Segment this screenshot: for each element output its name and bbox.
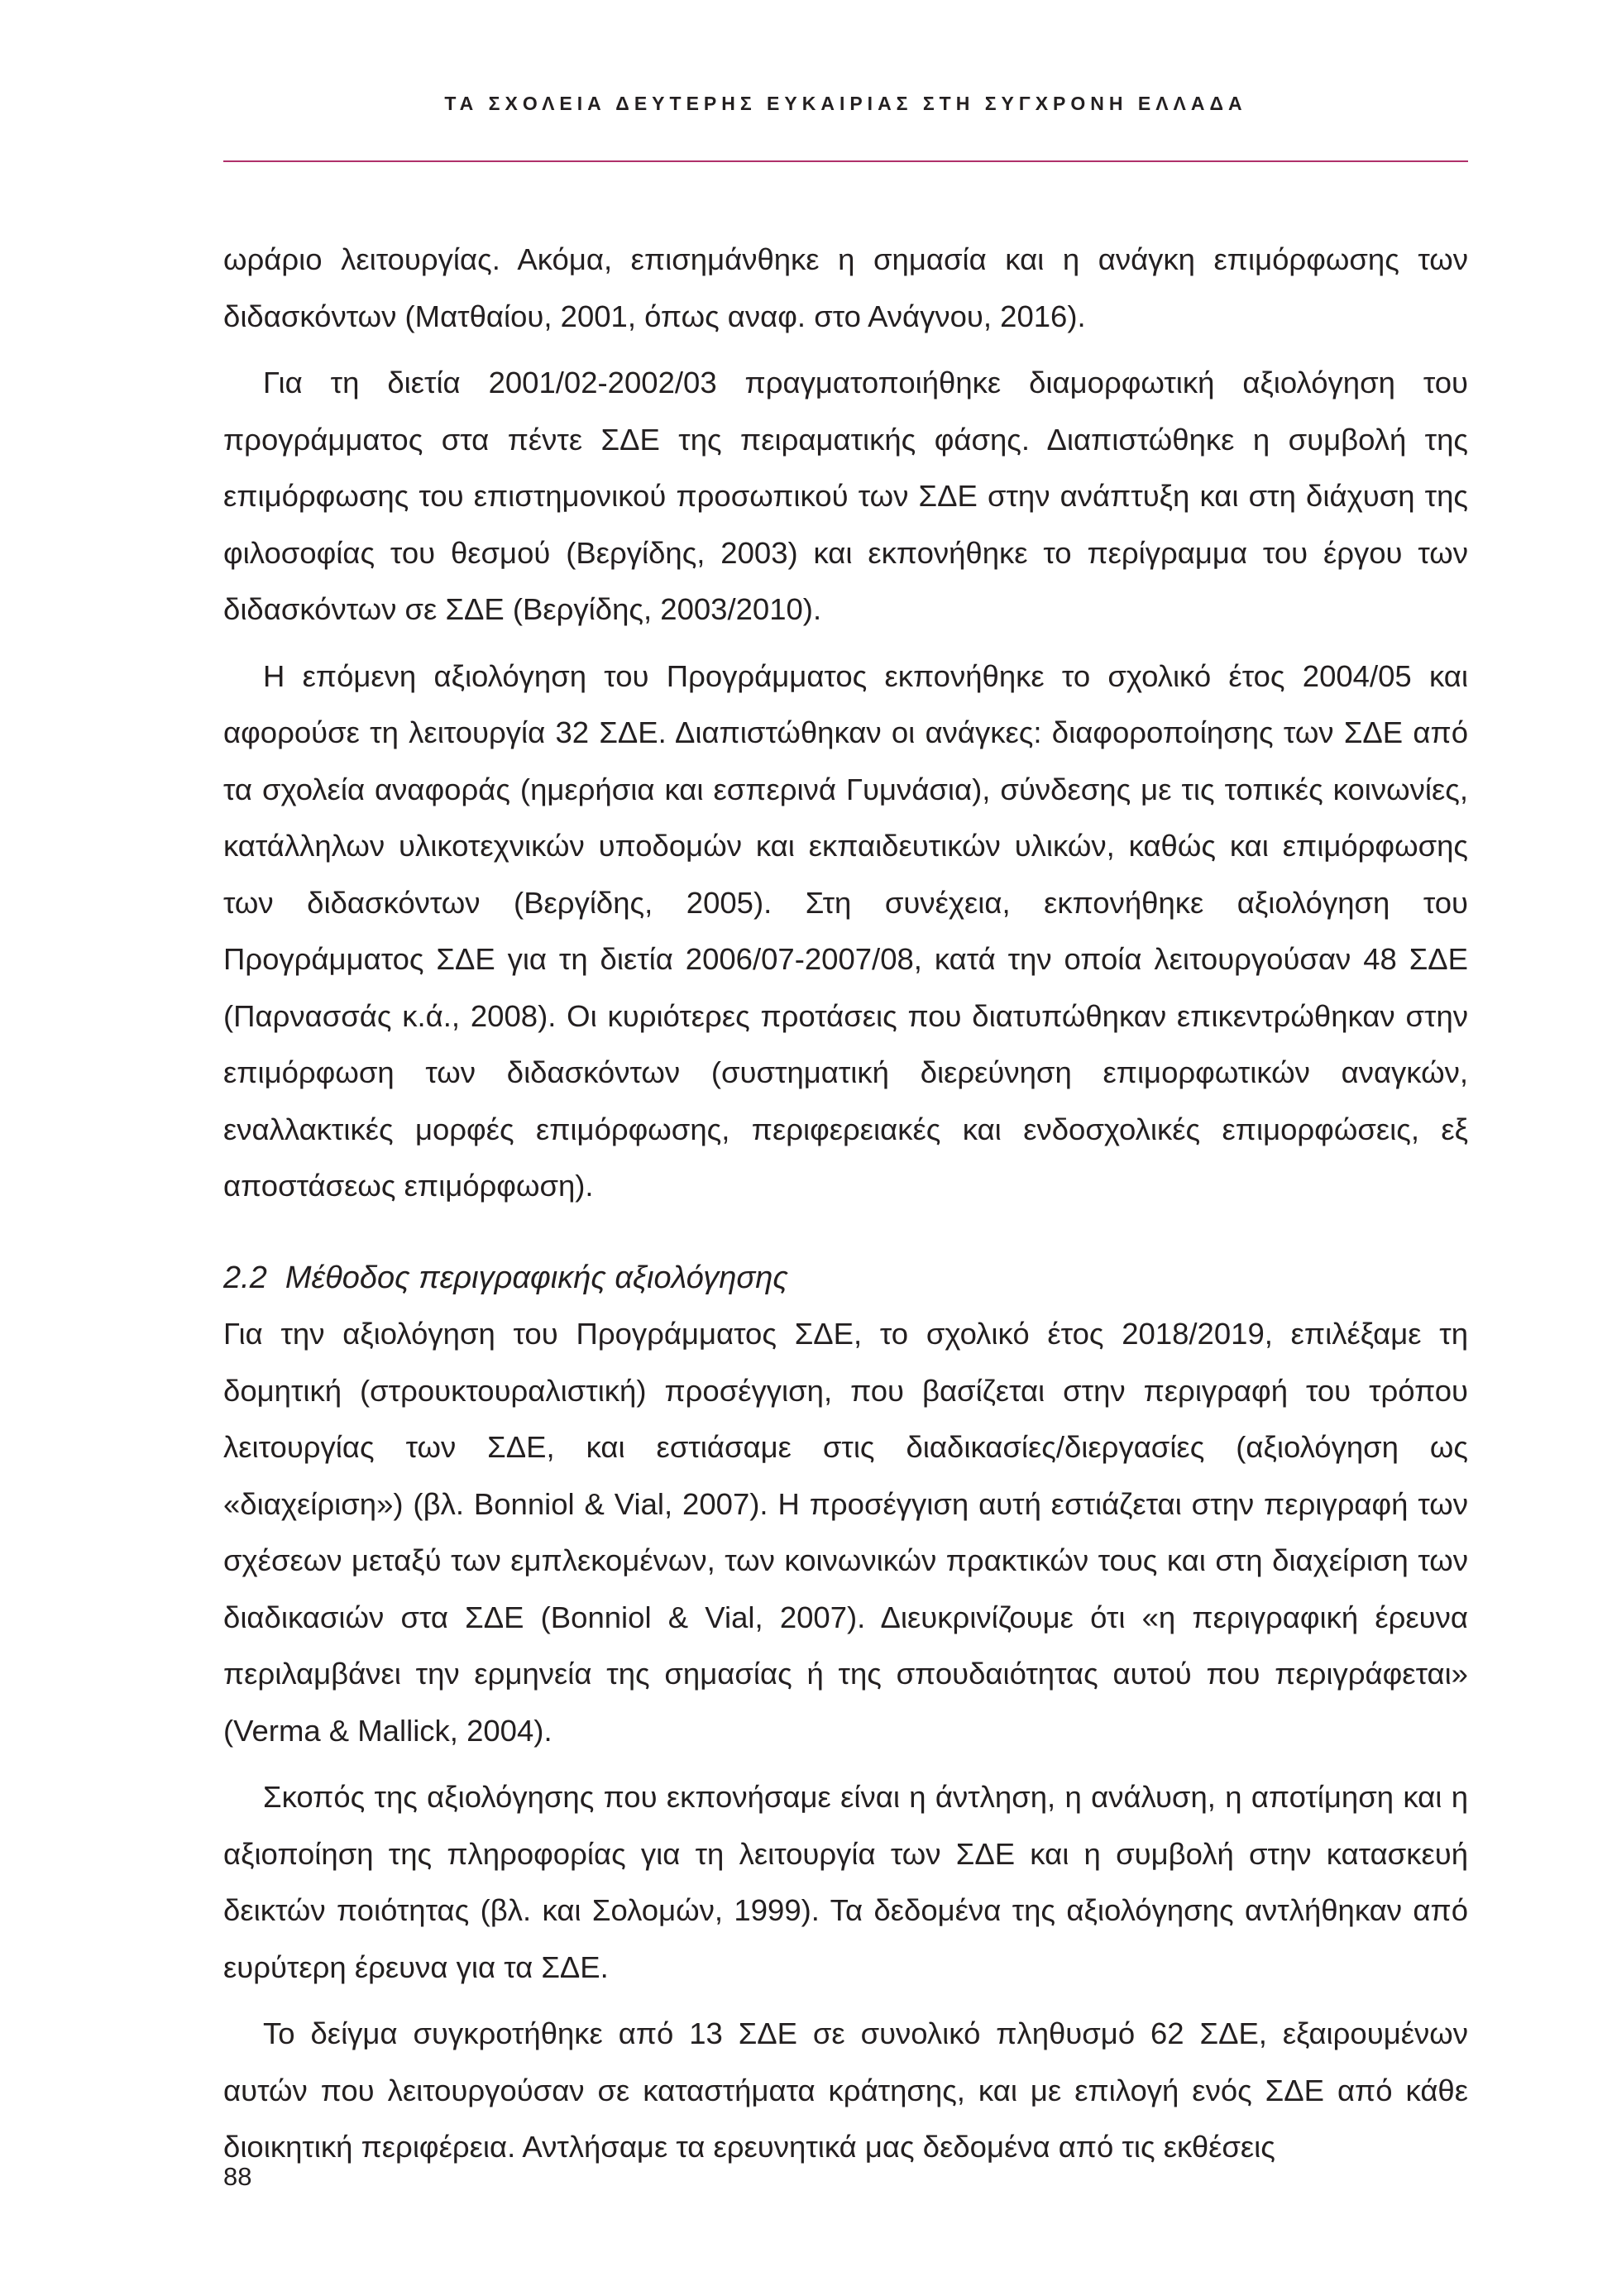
header-rule [223,160,1468,162]
section-heading [223,1250,1468,1307]
paragraph: Η επόμενη αξιολόγηση του Προγράμματος εκπονήθηκε το σχολικό έτος 2004/05 και αφορούσε τη λειτουργία 32 ΣΔΕ. Διαπιστώθηκαν οι ανάγκες: διαφοροποίησης των ΣΔΕ από τα σχολεία αναφοράς (ημερήσια και εσπερινά Γυμνάσια), σύνδεσης με τις τοπικές κοινωνίες, κατάλληλων υλικοτεχνικών υποδομών και εκπαιδευτικών υλικών, καθώς και επιμόρφωσης των διδασκόντων (Βεργίδης, 2005). Στη συνέχεια, εκπονήθηκε αξιολόγηση του Προγράμματος ΣΔΕ για τη διετία 2006/07-2007/08, κατά την οποία λειτουργούσαν 48 ΣΔΕ (Παρνασσάς κ.ά., 2008). Οι κυριότερες προτάσεις που διατυπώθηκαν επικεντρώθηκαν στην επιμόρφωση των διδασκόντων (συστηματική διερεύνηση επιμορφωτικών αναγκών, εναλλακτικές μορφές επιμόρφωσης, περιφερειακές και ενδοσχολικές επιμορφώσεις, εξ αποστάσεως επιμόρφωση). [223,658,1468,1203]
section-title: Μέθοδος περιγραφικής αξιολόγησης [285,1260,788,1295]
page-number: 88 [223,2162,252,2191]
section-number: 2.2 [223,1260,267,1295]
body-text [223,232,1468,2176]
paragraph: Σκοπός της αξιολόγησης που εκπονήσαμε είναι η άντληση, η ανάλυση, η αποτίμηση και η αξιοποίηση της πληροφορίας για τη λειτουργία των ΣΔΕ και η συμβολή στην κατασκευή δεικτών ποιότητας (βλ. και Σολομών, 1999). Τα δεδομένα της αξιολόγησης αντλήθηκαν από ευρύτερη έρευνα για τα ΣΔΕ. [223,1780,1468,1984]
paragraph: Για τη διετία 2001/02-2002/03 πραγματοποιήθηκε διαμορφωτική αξιολόγηση του προγράμματος στα πέντε ΣΔΕ της πειραματικής φάσης. Διαπιστώθηκε η συμβολή της επιμόρφωσης του επιστημονικού προσωπικού των ΣΔΕ στην ανάπτυξη και στη διάχυση της φιλοσοφίας του θεσμού (Βεργίδης, 2003) και εκπονήθηκε το περίγραμμα του έργου των διδασκόντων σε ΣΔΕ (Βεργίδης, 2003/2010). [223,366,1468,626]
paragraph: Το δείγμα συγκροτήθηκε από 13 ΣΔΕ σε συνολικό πληθυσμό 62 ΣΔΕ, εξαιρουμένων αυτών που λειτουργούσαν σε καταστήματα κράτησης, και με επιλογή ενός ΣΔΕ από κάθε διοικητική περιφέρεια. Αντλήσαμε τα ερευνητικά μας δεδομένα από τις εκθέσεις [223,2016,1468,2164]
paragraph: Για την αξιολόγηση του Προγράμματος ΣΔΕ, το σχολικό έτος 2018/2019, επιλέξαμε τη δομητική (στρουκτουραλιστική) προσέγγιση, που βασίζεται στην περιγραφή του τρόπου λειτουργίας των ΣΔΕ, και εστιάσαμε στις διαδικασίες/διεργασίες (αξιολόγηση ως «διαχείριση») (βλ. Bonniol & Vial, 2007). Η προσέγγιση αυτή εστιάζεται στην περιγραφή των σχέσεων μεταξύ των εμπλεκομένων, των κοινωνικών πρακτικών τους και στη διαχείριση των διαδικασιών στα ΣΔΕ (Bonniol & Vial, 2007). Διευκρινίζουμε ότι «η περιγραφική έρευνα περιλαμβάνει την ερμηνεία της σημασίας ή της σπουδαιότητας αυτού που περιγράφεται» (Verma & Mallick, 2004). [223,1317,1468,1748]
paragraph: ωράριο λειτουργίας. Ακόμα, επισημάνθηκε η σημασία και η ανάγκη επιμόρφωσης των διδασκόντων (Ματθαίου, 2001, όπως αναφ. στο Ανάγνου, 2016). [223,242,1468,333]
running-header: ΤΑ ΣΧΟΛΕΙΑ ΔΕΥΤΕΡΗΣ ΕΥΚΑΙΡΙΑΣ ΣΤΗ ΣΥΓΧΡΟΝΗ ΕΛΛΑΔΑ [444,93,1247,114]
